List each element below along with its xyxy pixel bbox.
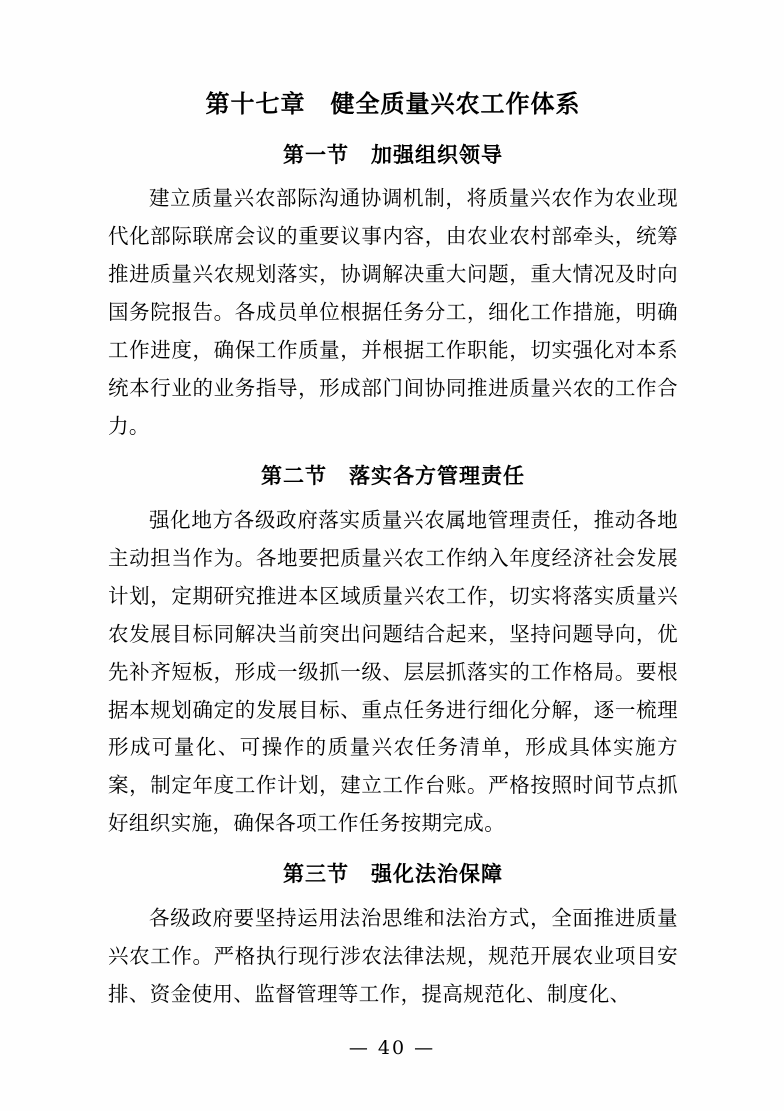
section-heading-2: 第二节 落实各方管理责任 bbox=[261, 464, 525, 489]
section-paragraph-2: 强化地方各级政府落实质量兴农属地管理责任，推动各地主动担当作为。各地要把质量兴农工作纳入年度经济社会发展计划，定期研究推进本区域质量兴农工作，切实将落实质量兴农发展目标同解决当前突出问题结合起来，坚持问题导向，优先补齐短板，形成一级抓一级、层层抓落实的工作格局。要根据本规划确定的发展目标、重点任务进行细化分解，逐一梳理形成可量化、可操作的质量兴农任务清单，形成具体实施方案，制定年度工作计划，建立工作台账。严格按照时间节点抓好组织实施，确保各项工作任务按期完成。 bbox=[108, 507, 678, 836]
page-content bbox=[108, 88, 678, 1015]
chapter-title: 第十七章 健全质量兴农工作体系 bbox=[205, 90, 581, 118]
section-paragraph-3: 各级政府要坚持运用法治思维和法治方式，全面推进质量兴农工作。严格执行现行涉农法律法规，规范开展农业项目安排、资金使用、监督管理等工作，提高规范化、制度化、 bbox=[108, 905, 678, 1006]
section-heading-3: 第三节 强化法治保障 bbox=[283, 862, 503, 887]
page-number: — 40 — bbox=[348, 1037, 436, 1059]
section-heading-1: 第一节 加强组织领导 bbox=[283, 142, 503, 167]
section-paragraph-1: 建立质量兴农部际沟通协调机制，将质量兴农作为农业现代化部际联席会议的重要议事内容，由农业农村部牵头，统筹推进质量兴农规划落实，协调解决重大问题，重大情况及时向国务院报告。各成员单位根据任务分工，细化工作措施，明确工作进度，确保工作质量，并根据工作职能，切实强化对本系统本行业的业务指导，形成部门间协同推进质量兴农的工作合力。 bbox=[108, 186, 678, 438]
